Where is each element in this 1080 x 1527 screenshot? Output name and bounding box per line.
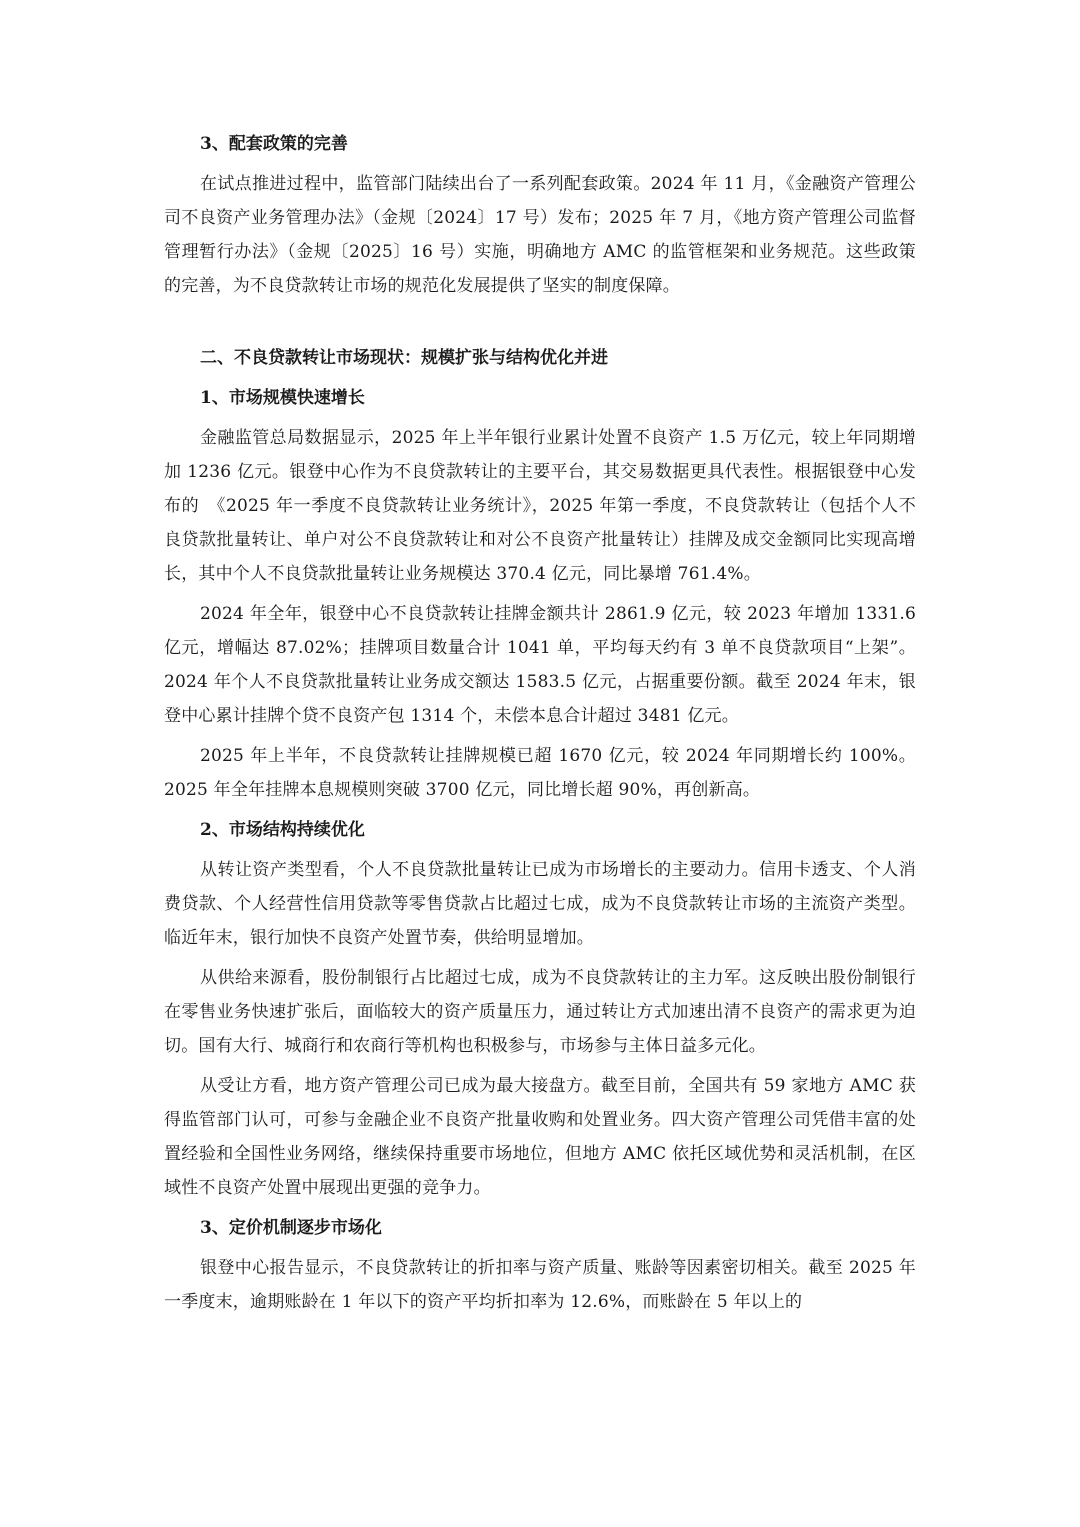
paragraph-structure-2: 从供给来源看，股份制银行占比超过七成，成为不良贷款转让的主力军。这反映出股份制银行在零售业务快速扩张后，面临较大的资产质量压力，通过转让方式加速出清不良资产的需求更为迫切。国有大行、城商行和农商行等机构也积极参与，市场参与主体日益多元化。 [164, 968, 916, 1056]
section-gap [164, 309, 916, 341]
heading-market-scale: 1、市场规模快速增长 [200, 388, 365, 408]
paragraph-policy: 在试点推进过程中，监管部门陆续出台了一系列配套政策。2024 年 11 月，《金融资产管理公司不良资产业务管理办法》（金规〔2024〕17 号）发布；2025 年 7 月，《地方资产管理公司监督管理暂行办法》（金规〔2025〕16 号）实施，明确地方 AMC 的监管框架和业务规范。这些政策的完善，为不良贷款转让市场的规范化发展提供了坚实的制度保障。 [164, 174, 916, 296]
paragraph-scale-1: 金融监管总局数据显示，2025 年上半年银行业累计处置不良资产 1.5 万亿元，较上年同期增加 1236 亿元。银登中心作为不良贷款转让的主要平台，其交易数据更具代表性。根据银登中心发布的 《2025 年一季度不良贷款转让业务统计》，2025 年第一季度，不良贷款转让（包括个人不良贷款批量转让、单户对公不良贷款转让和对公不良资产批量转让）挂牌及成交金额同比实现高增长，其中个人不良贷款批量转让业务规模达 370.4 亿元，同比暴增 761.4%。 [164, 428, 916, 584]
paragraph-scale-2: 2024 年全年，银登中心不良贷款转让挂牌金额共计 2861.9 亿元，较 2023 年增加 1331.6 亿元，增幅达 87.02%；挂牌项目数量合计 1041 单，平均每天约有 3 单不良贷款项目“上架”。2024 年个人不良贷款批量转让业务成交额达 1583.5 亿元，占据重要份额。截至 2024 年末，银登中心累计挂牌个贷不良资产包 1314 个，未偿本息合计超过 3481 亿元。 [164, 604, 916, 726]
paragraph-structure-1: 从转让资产类型看，个人不良贷款批量转让已成为市场增长的主要动力。信用卡透支、个人消费贷款、个人经营性信用贷款等零售贷款占比超过七成，成为不良贷款转让市场的主流资产类型。临近年末，银行加快不良资产处置节奏，供给明显增加。 [164, 860, 916, 948]
heading-market-structure: 2、市场结构持续优化 [200, 820, 365, 840]
paragraph-scale-3: 2025 年上半年，不良贷款转让挂牌规模已超 1670 亿元，较 2024 年同期增长约 100%。2025 年全年挂牌本息规模则突破 3700 亿元，同比增长超 90%，再创新高。 [164, 746, 916, 800]
paragraph-structure-3: 从受让方看，地方资产管理公司已成为最大接盘方。截至目前，全国共有 59 家地方 AMC 获得监管部门认可，可参与金融企业不良资产批量收购和处置业务。四大资产管理公司凭借丰富的处置经验和全国性业务网络，继续保持重要市场地位，但地方 AMC 依托区域优势和灵活机制，在区域性不良资产处置中展现出更强的竞争力。 [164, 1076, 916, 1198]
heading-pricing: 3、定价机制逐步市场化 [200, 1218, 382, 1238]
document-page [164, 127, 916, 1325]
heading-chapter-two: 二、不良贷款转让市场现状：规模扩张与结构优化并进 [200, 348, 608, 368]
heading-policy: 3、配套政策的完善 [200, 134, 348, 154]
paragraph-pricing: 银登中心报告显示，不良贷款转让的折扣率与资产质量、账龄等因素密切相关。截至 2025 年一季度末，逾期账龄在 1 年以下的资产平均折扣率为 12.6%，而账龄在 5 年以上的 [164, 1258, 916, 1312]
